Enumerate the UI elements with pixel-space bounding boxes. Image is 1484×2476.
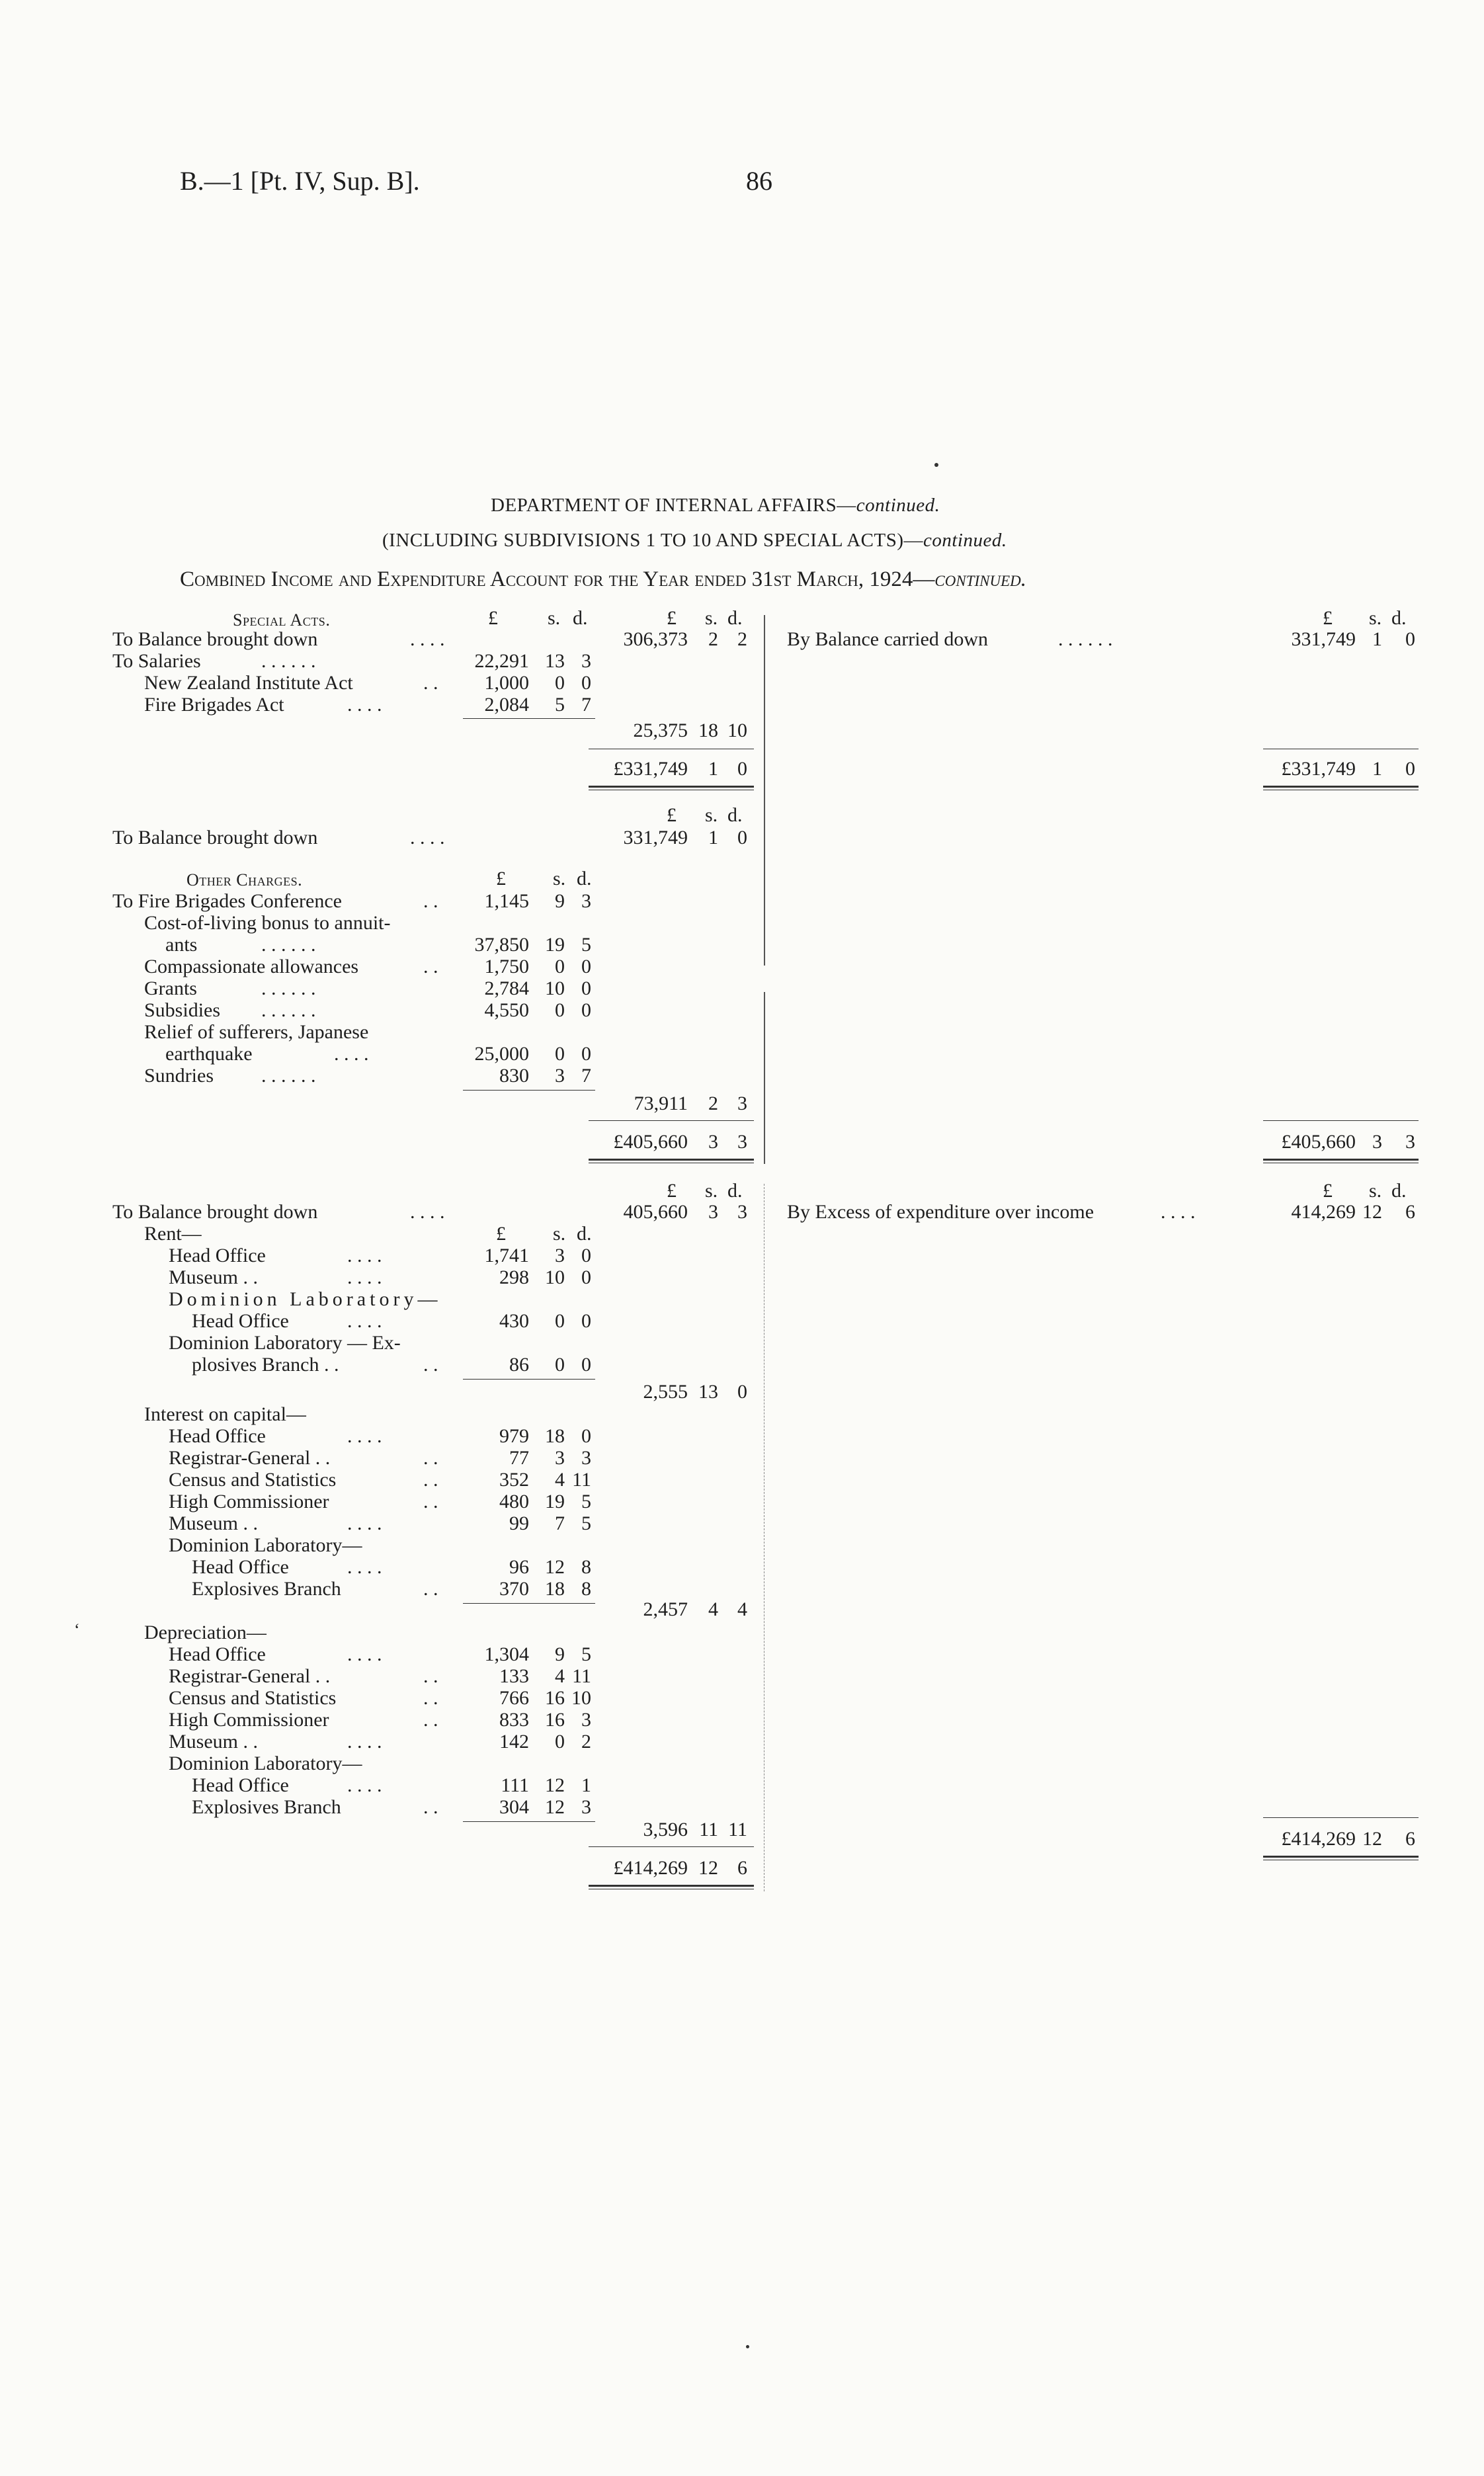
line-label: plosives Branch . . bbox=[192, 1354, 339, 1376]
item-pence: 5 bbox=[581, 934, 591, 956]
subtotal-shillings: 18 bbox=[698, 720, 718, 741]
item-pence: 3 bbox=[581, 1709, 591, 1731]
line-label: Museum . . bbox=[169, 1731, 258, 1753]
item-pence: 3 bbox=[581, 1796, 591, 1818]
line-label: Cost-of-living bonus to annuit- bbox=[144, 912, 391, 934]
item-pence: 10 bbox=[571, 1687, 591, 1709]
grand-total-pounds: £331,749 bbox=[1281, 758, 1356, 780]
grand-total-pence: 3 bbox=[1405, 1131, 1415, 1153]
grand-total-pounds: £331,749 bbox=[613, 758, 688, 780]
total-pence: 3 bbox=[737, 1201, 747, 1223]
item-pence: 7 bbox=[581, 1065, 591, 1087]
item-pounds: 2,784 bbox=[484, 977, 529, 999]
leader-dots: . . bbox=[423, 890, 438, 912]
item-shillings: 9 bbox=[555, 890, 565, 912]
pence-head: d. bbox=[727, 607, 743, 629]
line-label: Sundries bbox=[144, 1065, 214, 1087]
leader-dots: . . . . bbox=[347, 694, 382, 716]
line-label: To Balance brought down bbox=[112, 827, 318, 848]
item-pounds: 77 bbox=[509, 1447, 529, 1469]
line-label: Census and Statistics bbox=[169, 1469, 337, 1491]
total-shillings: 3 bbox=[708, 1201, 718, 1223]
shillings-head: s. bbox=[705, 607, 718, 629]
leader-dots: . . . . bbox=[347, 1774, 382, 1796]
line-label: Subsidies bbox=[144, 999, 221, 1021]
shillings-head: s. bbox=[553, 1223, 566, 1245]
line-label: Dominion Laboratory — Ex- bbox=[169, 1332, 401, 1354]
subtotal-rule bbox=[463, 718, 595, 719]
item-shillings: 16 bbox=[545, 1709, 565, 1731]
item-pence: 0 bbox=[581, 1245, 591, 1266]
pound-head: £ bbox=[496, 1223, 506, 1245]
item-pounds: 430 bbox=[499, 1310, 529, 1332]
item-pence: 0 bbox=[581, 1266, 591, 1288]
item-pence: 0 bbox=[581, 977, 591, 999]
pound-head: £ bbox=[496, 868, 506, 889]
item-shillings: 0 bbox=[555, 1310, 565, 1332]
grand-total-shillings: 1 bbox=[708, 758, 718, 780]
margin-mark: ‘ bbox=[74, 1620, 80, 1639]
leader-dots: . . . . bbox=[347, 1245, 382, 1266]
shillings-head: s. bbox=[1369, 607, 1382, 629]
item-pounds: 1,145 bbox=[484, 890, 529, 912]
shillings-head: s. bbox=[705, 804, 718, 826]
subtotal-rule bbox=[463, 1090, 595, 1091]
pound-head: £ bbox=[1323, 1180, 1333, 1202]
line-label: Museum . . bbox=[169, 1512, 258, 1534]
line-label: Museum . . bbox=[169, 1266, 258, 1288]
line-label: By Balance carried down bbox=[787, 628, 989, 650]
item-pence: 3 bbox=[581, 650, 591, 672]
item-pounds: 833 bbox=[499, 1709, 529, 1731]
pence-head: d. bbox=[577, 1223, 592, 1245]
leader-dots: . . . . . . bbox=[261, 934, 316, 956]
item-shillings: 12 bbox=[545, 1774, 565, 1796]
grand-total-shillings: 12 bbox=[698, 1857, 718, 1879]
line-label: High Commissioner bbox=[169, 1709, 329, 1731]
item-pence: 8 bbox=[581, 1556, 591, 1578]
item-shillings: 0 bbox=[555, 1354, 565, 1376]
line-label: ants bbox=[165, 934, 198, 956]
total-pence: 0 bbox=[1405, 628, 1415, 650]
leader-dots: . . . . bbox=[347, 1643, 382, 1665]
page-number: 86 bbox=[746, 166, 772, 196]
subtotal-pence: 10 bbox=[727, 720, 747, 741]
item-shillings: 5 bbox=[555, 694, 565, 716]
leader-dots: . . bbox=[423, 1687, 438, 1709]
line-label: New Zealand Institute Act bbox=[144, 672, 353, 694]
item-pounds: 96 bbox=[509, 1556, 529, 1578]
line-label: Head Office bbox=[169, 1245, 266, 1266]
item-pounds: 1,304 bbox=[484, 1643, 529, 1665]
leader-dots: . . bbox=[423, 1469, 438, 1491]
leader-dots: . . bbox=[423, 956, 438, 977]
item-shillings: 10 bbox=[545, 1266, 565, 1288]
leader-dots: . . bbox=[423, 1491, 438, 1512]
total-rule bbox=[589, 1846, 754, 1847]
leader-dots: . . . . bbox=[347, 1731, 382, 1753]
pence-head: d. bbox=[1391, 607, 1407, 629]
line-label: Head Office bbox=[192, 1774, 289, 1796]
leader-dots: . . bbox=[423, 1665, 438, 1687]
subtotal-pounds: 2,457 bbox=[643, 1598, 688, 1620]
leader-dots: . . . . bbox=[410, 1201, 445, 1223]
subtotal-pence: 4 bbox=[737, 1598, 747, 1620]
leader-dots: . . . . bbox=[347, 1310, 382, 1332]
subtotal-pounds: 2,555 bbox=[643, 1381, 688, 1403]
speck-mark bbox=[746, 2345, 749, 2348]
grand-total-pence: 3 bbox=[737, 1131, 747, 1153]
item-pounds: 304 bbox=[499, 1796, 529, 1818]
item-shillings: 3 bbox=[555, 1447, 565, 1469]
shillings-head: s. bbox=[705, 1180, 718, 1202]
leader-dots: . . bbox=[423, 1709, 438, 1731]
shillings-head: s. bbox=[1369, 1180, 1382, 1202]
item-shillings: 19 bbox=[545, 934, 565, 956]
item-pounds: 1,750 bbox=[484, 956, 529, 977]
other-charges-heading: Other Charges. bbox=[186, 870, 303, 889]
item-pence: 0 bbox=[581, 1043, 591, 1065]
subtotal-shillings: 2 bbox=[708, 1093, 718, 1114]
pence-head: d. bbox=[727, 804, 743, 826]
item-pence: 0 bbox=[581, 956, 591, 977]
double-rule bbox=[1263, 1159, 1419, 1163]
grand-total-pounds: £414,269 bbox=[1281, 1828, 1356, 1850]
item-pence: 0 bbox=[581, 1425, 591, 1447]
line-label: By Excess of expenditure over income bbox=[787, 1201, 1094, 1223]
item-shillings: 4 bbox=[555, 1469, 565, 1491]
item-pounds: 979 bbox=[499, 1425, 529, 1447]
item-shillings: 18 bbox=[545, 1578, 565, 1600]
grand-total-pounds: £405,660 bbox=[613, 1131, 688, 1153]
item-pence: 0 bbox=[581, 1354, 591, 1376]
line-label: Dominion Laboratory— bbox=[169, 1753, 362, 1774]
item-pounds: 4,550 bbox=[484, 999, 529, 1021]
total-shillings: 2 bbox=[708, 628, 718, 650]
total-shillings: 12 bbox=[1362, 1201, 1382, 1223]
item-shillings: 18 bbox=[545, 1425, 565, 1447]
pence-head: d. bbox=[727, 1180, 743, 1202]
item-pounds: 766 bbox=[499, 1687, 529, 1709]
item-pence: 11 bbox=[572, 1665, 591, 1687]
item-shillings: 0 bbox=[555, 1731, 565, 1753]
line-label: High Commissioner bbox=[169, 1491, 329, 1512]
total-pence: 2 bbox=[737, 628, 747, 650]
item-shillings: 19 bbox=[545, 1491, 565, 1512]
item-pounds: 2,084 bbox=[484, 694, 529, 716]
special-acts-heading: Special Acts. bbox=[233, 610, 331, 630]
shillings-head: s. bbox=[548, 607, 561, 629]
item-shillings: 7 bbox=[555, 1512, 565, 1534]
item-shillings: 3 bbox=[555, 1065, 565, 1087]
leader-dots: . . . . . . bbox=[261, 977, 316, 999]
subtotal-pence: 3 bbox=[737, 1093, 747, 1114]
shillings-head: s. bbox=[553, 868, 566, 889]
item-shillings: 16 bbox=[545, 1687, 565, 1709]
leader-dots: . . . . . . bbox=[261, 650, 316, 672]
pound-head: £ bbox=[667, 804, 677, 826]
department-title: DEPARTMENT OF INTERNAL AFFAIRS—continued. bbox=[491, 495, 940, 516]
total-rule bbox=[589, 1120, 754, 1121]
line-label: To Salaries bbox=[112, 650, 201, 672]
item-pence: 5 bbox=[581, 1643, 591, 1665]
leader-dots: . . . . bbox=[410, 628, 445, 650]
double-rule bbox=[1263, 786, 1419, 790]
total-pounds: 405,660 bbox=[623, 1201, 688, 1223]
line-label: Head Office bbox=[192, 1556, 289, 1578]
subtotal-pounds: 25,375 bbox=[633, 720, 688, 741]
subtotal-pounds: 73,911 bbox=[634, 1093, 688, 1114]
item-pence: 0 bbox=[581, 1310, 591, 1332]
pound-head: £ bbox=[667, 607, 677, 629]
total-pence: 0 bbox=[737, 827, 747, 848]
item-pounds: 86 bbox=[509, 1354, 529, 1376]
leader-dots: . . . . bbox=[347, 1425, 382, 1447]
grand-total-pence: 6 bbox=[1405, 1828, 1415, 1850]
leader-dots: . . bbox=[423, 1447, 438, 1469]
double-rule bbox=[589, 1159, 754, 1163]
line-label: Head Office bbox=[169, 1643, 266, 1665]
total-rule bbox=[1263, 1817, 1419, 1818]
double-rule bbox=[1263, 1856, 1419, 1860]
column-divider bbox=[764, 615, 765, 966]
speck-mark bbox=[934, 463, 938, 467]
item-shillings: 0 bbox=[555, 1043, 565, 1065]
line-label: Depreciation— bbox=[144, 1622, 267, 1643]
subdivisions-title: (INCLUDING SUBDIVISIONS 1 TO 10 AND SPECIAL ACTS)—continued. bbox=[382, 530, 1007, 551]
line-label: Explosives Branch bbox=[192, 1796, 341, 1818]
item-pence: 11 bbox=[572, 1469, 591, 1491]
item-pounds: 25,000 bbox=[474, 1043, 529, 1065]
grand-total-pounds: £414,269 bbox=[613, 1857, 688, 1879]
total-pounds: 331,749 bbox=[623, 827, 688, 848]
line-label: Registrar-General . . bbox=[169, 1665, 331, 1687]
line-label: Head Office bbox=[169, 1425, 266, 1447]
item-pence: 8 bbox=[581, 1578, 591, 1600]
grand-total-shillings: 12 bbox=[1362, 1828, 1382, 1850]
subtotal-pence: 0 bbox=[737, 1381, 747, 1403]
account-title: Combined Income and Expenditure Account for the Year ended 31st March, 1924—continued. bbox=[180, 567, 1027, 591]
item-shillings: 0 bbox=[555, 672, 565, 694]
subtotal-rule bbox=[463, 1379, 595, 1380]
item-pence: 1 bbox=[581, 1774, 591, 1796]
item-pounds: 22,291 bbox=[474, 650, 529, 672]
pound-head: £ bbox=[488, 607, 498, 629]
double-rule bbox=[589, 1885, 754, 1889]
subtotal-rule bbox=[463, 1821, 595, 1822]
item-pounds: 480 bbox=[499, 1491, 529, 1512]
item-pence: 2 bbox=[581, 1731, 591, 1753]
item-pence: 3 bbox=[581, 890, 591, 912]
leader-dots: . . bbox=[423, 672, 438, 694]
line-label: Relief of sufferers, Japanese bbox=[144, 1021, 369, 1043]
page-reference: B.—1 [Pt. IV, Sup. B]. bbox=[180, 166, 420, 196]
item-pounds: 133 bbox=[499, 1665, 529, 1687]
item-shillings: 12 bbox=[545, 1796, 565, 1818]
item-pounds: 111 bbox=[501, 1774, 529, 1796]
subtotal-shillings: 4 bbox=[708, 1598, 718, 1620]
item-pounds: 37,850 bbox=[474, 934, 529, 956]
line-label: Dominion Laboratory— bbox=[169, 1534, 362, 1556]
subtotal-pence: 11 bbox=[728, 1819, 747, 1840]
item-shillings: 4 bbox=[555, 1665, 565, 1687]
total-pence: 6 bbox=[1405, 1201, 1415, 1223]
item-shillings: 0 bbox=[555, 956, 565, 977]
grand-total-shillings: 3 bbox=[708, 1131, 718, 1153]
subtotal-rule bbox=[463, 1603, 595, 1604]
grand-total-pounds: £405,660 bbox=[1281, 1131, 1356, 1153]
item-pence: 0 bbox=[581, 999, 591, 1021]
total-shillings: 1 bbox=[708, 827, 718, 848]
line-label: Rent— bbox=[144, 1223, 202, 1245]
item-pounds: 99 bbox=[509, 1512, 529, 1534]
line-label: earthquake bbox=[165, 1043, 253, 1065]
leader-dots: . . bbox=[423, 1354, 438, 1376]
grand-total-shillings: 3 bbox=[1372, 1131, 1382, 1153]
item-pounds: 1,741 bbox=[484, 1245, 529, 1266]
item-shillings: 9 bbox=[555, 1643, 565, 1665]
total-pounds: 331,749 bbox=[1291, 628, 1356, 650]
leader-dots: . . bbox=[423, 1796, 438, 1818]
subtotal-pounds: 3,596 bbox=[643, 1819, 688, 1840]
line-label: Compassionate allowances bbox=[144, 956, 359, 977]
item-pence: 7 bbox=[581, 694, 591, 716]
total-pounds: 414,269 bbox=[1291, 1201, 1356, 1223]
pound-head: £ bbox=[1323, 607, 1333, 629]
leader-dots: . . . . . . bbox=[1058, 628, 1113, 650]
pence-head: d. bbox=[573, 607, 588, 629]
line-label: Fire Brigades Act bbox=[144, 694, 284, 716]
total-shillings: 1 bbox=[1372, 628, 1382, 650]
item-pence: 5 bbox=[581, 1491, 591, 1512]
grand-total-pence: 6 bbox=[737, 1857, 747, 1879]
line-label: Explosives Branch bbox=[192, 1578, 341, 1600]
pound-head: £ bbox=[667, 1180, 677, 1202]
line-label: Grants bbox=[144, 977, 197, 999]
leader-dots: . . . . bbox=[347, 1266, 382, 1288]
total-rule bbox=[1263, 1120, 1419, 1121]
item-pounds: 298 bbox=[499, 1266, 529, 1288]
leader-dots: . . . . bbox=[334, 1043, 369, 1065]
item-shillings: 0 bbox=[555, 999, 565, 1021]
column-divider bbox=[764, 992, 765, 1164]
line-label: Registrar-General . . bbox=[169, 1447, 331, 1469]
leader-dots: . . . . bbox=[410, 827, 445, 848]
item-shillings: 10 bbox=[545, 977, 565, 999]
item-pounds: 142 bbox=[499, 1731, 529, 1753]
leader-dots: . . . . . . bbox=[261, 1065, 316, 1087]
leader-dots: . . . . bbox=[1161, 1201, 1196, 1223]
subtotal-shillings: 13 bbox=[698, 1381, 718, 1403]
line-label: To Balance brought down bbox=[112, 628, 318, 650]
item-pounds: 352 bbox=[499, 1469, 529, 1491]
leader-dots: . . . . bbox=[347, 1512, 382, 1534]
grand-total-pence: 0 bbox=[1405, 758, 1415, 780]
grand-total-shillings: 1 bbox=[1372, 758, 1382, 780]
double-rule bbox=[589, 786, 754, 790]
leader-dots: . . bbox=[423, 1578, 438, 1600]
line-label: To Fire Brigades Conference bbox=[112, 890, 342, 912]
item-pence: 5 bbox=[581, 1512, 591, 1534]
pence-head: d. bbox=[1391, 1180, 1407, 1202]
item-pounds: 370 bbox=[499, 1578, 529, 1600]
pence-head: d. bbox=[577, 868, 592, 889]
line-label: To Balance brought down bbox=[112, 1201, 318, 1223]
item-shillings: 13 bbox=[545, 650, 565, 672]
subtotal-shillings: 11 bbox=[699, 1819, 718, 1840]
line-label: Interest on capital— bbox=[144, 1403, 306, 1425]
item-shillings: 3 bbox=[555, 1245, 565, 1266]
leader-dots: . . . . bbox=[347, 1556, 382, 1578]
total-pounds: 306,373 bbox=[623, 628, 688, 650]
item-pounds: 830 bbox=[499, 1065, 529, 1087]
line-label: Head Office bbox=[192, 1310, 289, 1332]
line-label: Census and Statistics bbox=[169, 1687, 337, 1709]
item-pence: 3 bbox=[581, 1447, 591, 1469]
line-label: Dominion Laboratory— bbox=[169, 1288, 442, 1310]
item-pounds: 1,000 bbox=[484, 672, 529, 694]
grand-total-pence: 0 bbox=[737, 758, 747, 780]
item-shillings: 12 bbox=[545, 1556, 565, 1578]
item-pence: 0 bbox=[581, 672, 591, 694]
leader-dots: . . . . . . bbox=[261, 999, 316, 1021]
